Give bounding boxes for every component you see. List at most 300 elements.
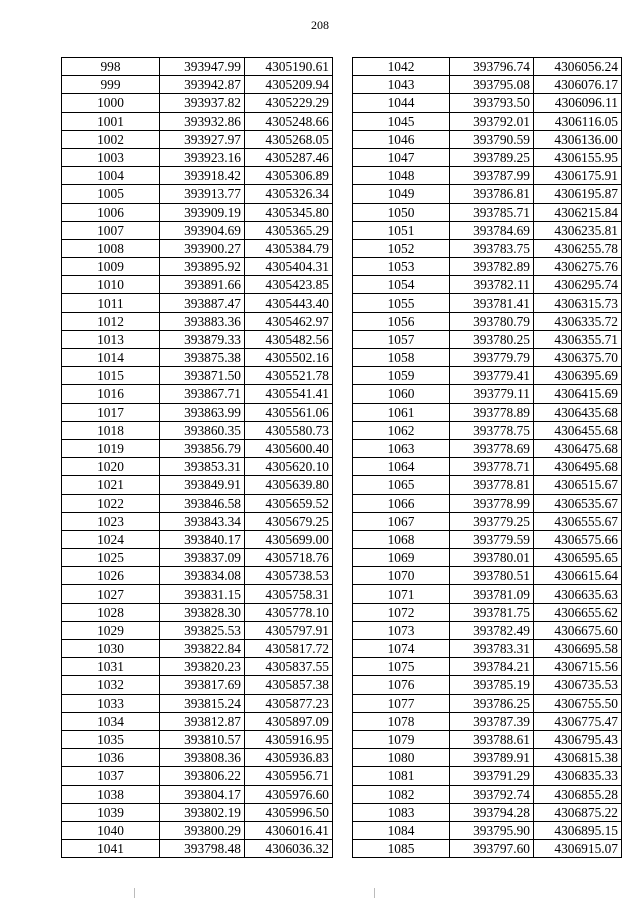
table-row [62,294,333,312]
point-number-cell: 1050 [353,203,450,221]
point-number-cell: 1042 [353,58,450,76]
x-coordinate-cell: 393786.81 [450,185,534,203]
table-row [353,694,622,712]
table-row [353,239,622,257]
y-coordinate-cell: 4306615.64 [534,567,622,585]
x-coordinate-cell: 393779.11 [450,385,534,403]
y-coordinate-cell: 4305365.29 [245,221,333,239]
x-coordinate-cell: 393786.25 [450,694,534,712]
table-row [62,239,333,257]
y-coordinate-cell: 4306875.22 [534,803,622,821]
table-row [62,712,333,730]
x-coordinate-cell: 393891.66 [160,276,245,294]
x-coordinate-cell: 393779.41 [450,367,534,385]
y-coordinate-cell: 4305502.16 [245,349,333,367]
table-row [62,112,333,130]
x-coordinate-cell: 393927.97 [160,130,245,148]
table-row [353,148,622,166]
x-coordinate-cell: 393794.28 [450,803,534,821]
table-row [62,58,333,76]
x-coordinate-cell: 393785.71 [450,203,534,221]
point-number-cell: 1077 [353,694,450,712]
y-coordinate-cell: 4305976.60 [245,785,333,803]
x-coordinate-cell: 393879.33 [160,330,245,348]
point-number-cell: 999 [62,76,160,94]
table-row [62,221,333,239]
y-coordinate-cell: 4305384.79 [245,239,333,257]
table-row [353,458,622,476]
point-number-cell: 1070 [353,567,450,585]
x-coordinate-cell: 393883.36 [160,312,245,330]
x-coordinate-cell: 393808.36 [160,749,245,767]
y-coordinate-cell: 4306635.63 [534,585,622,603]
table-row [353,712,622,730]
y-coordinate-cell: 4306235.81 [534,221,622,239]
table-row [353,58,622,76]
point-number-cell: 1049 [353,185,450,203]
y-coordinate-cell: 4306096.11 [534,94,622,112]
y-coordinate-cell: 4306435.68 [534,403,622,421]
point-number-cell: 1083 [353,803,450,821]
point-number-cell: 1072 [353,603,450,621]
table-row [353,840,622,858]
point-number-cell: 1047 [353,148,450,166]
table-row [62,94,333,112]
point-number-cell: 1039 [62,803,160,821]
x-coordinate-cell: 393782.49 [450,621,534,639]
point-number-cell: 1080 [353,749,450,767]
point-number-cell: 1029 [62,621,160,639]
table-row [62,567,333,585]
table-row [62,803,333,821]
y-coordinate-cell: 4306895.15 [534,821,622,839]
table-row [62,549,333,567]
point-number-cell: 1030 [62,640,160,658]
y-coordinate-cell: 4305268.05 [245,130,333,148]
table-row [62,603,333,621]
x-coordinate-cell: 393781.75 [450,603,534,621]
y-coordinate-cell: 4305443.40 [245,294,333,312]
y-coordinate-cell: 4306775.47 [534,712,622,730]
x-coordinate-cell: 393837.09 [160,549,245,567]
x-coordinate-cell: 393800.29 [160,821,245,839]
y-coordinate-cell: 4305916.95 [245,730,333,748]
point-number-cell: 1037 [62,767,160,785]
point-number-cell: 1010 [62,276,160,294]
y-coordinate-cell: 4306815.38 [534,749,622,767]
y-coordinate-cell: 4306595.65 [534,549,622,567]
table-row [62,148,333,166]
point-number-cell: 998 [62,58,160,76]
x-coordinate-cell: 393781.09 [450,585,534,603]
y-coordinate-cell: 4305718.76 [245,549,333,567]
x-coordinate-cell: 393778.89 [450,403,534,421]
point-number-cell: 1000 [62,94,160,112]
table-row [62,439,333,457]
y-coordinate-cell: 4305679.25 [245,512,333,530]
table-row [62,658,333,676]
x-coordinate-cell: 393782.89 [450,258,534,276]
table-row [62,840,333,858]
x-coordinate-cell: 393913.77 [160,185,245,203]
point-number-cell: 1059 [353,367,450,385]
x-coordinate-cell: 393860.35 [160,421,245,439]
y-coordinate-cell: 4305482.56 [245,330,333,348]
y-coordinate-cell: 4305423.85 [245,276,333,294]
y-coordinate-cell: 4306335.72 [534,312,622,330]
y-coordinate-cell: 4305797.91 [245,621,333,639]
table-row [353,367,622,385]
x-coordinate-cell: 393780.79 [450,312,534,330]
x-coordinate-cell: 393849.91 [160,476,245,494]
table-row [62,385,333,403]
y-coordinate-cell: 4306255.78 [534,239,622,257]
x-coordinate-cell: 393923.16 [160,148,245,166]
table-row [353,494,622,512]
coordinates-table-right [352,57,622,858]
x-coordinate-cell: 393793.50 [450,94,534,112]
table-row [62,458,333,476]
point-number-cell: 1076 [353,676,450,694]
table-row [62,76,333,94]
y-coordinate-cell: 4306195.87 [534,185,622,203]
x-coordinate-cell: 393795.90 [450,821,534,839]
x-coordinate-cell: 393797.60 [450,840,534,858]
x-coordinate-cell: 393871.50 [160,367,245,385]
table-row [353,439,622,457]
point-number-cell: 1001 [62,112,160,130]
x-coordinate-cell: 393784.69 [450,221,534,239]
y-coordinate-cell: 4305857.38 [245,676,333,694]
x-coordinate-cell: 393783.75 [450,239,534,257]
point-number-cell: 1040 [62,821,160,839]
point-number-cell: 1024 [62,530,160,548]
point-number-cell: 1027 [62,585,160,603]
x-coordinate-cell: 393782.11 [450,276,534,294]
table-row [353,130,622,148]
y-coordinate-cell: 4305600.40 [245,439,333,457]
point-number-cell: 1041 [62,840,160,858]
table-row [353,512,622,530]
table-row [353,530,622,548]
x-coordinate-cell: 393804.17 [160,785,245,803]
x-coordinate-cell: 393790.59 [450,130,534,148]
y-coordinate-cell: 4306375.70 [534,349,622,367]
point-number-cell: 1016 [62,385,160,403]
point-number-cell: 1009 [62,258,160,276]
x-coordinate-cell: 393887.47 [160,294,245,312]
point-number-cell: 1082 [353,785,450,803]
y-coordinate-cell: 4306355.71 [534,330,622,348]
x-coordinate-cell: 393825.53 [160,621,245,639]
table-row [353,421,622,439]
y-coordinate-cell: 4306275.76 [534,258,622,276]
y-coordinate-cell: 4305620.10 [245,458,333,476]
x-coordinate-cell: 393778.75 [450,421,534,439]
point-number-cell: 1066 [353,494,450,512]
point-number-cell: 1021 [62,476,160,494]
y-coordinate-cell: 4305758.31 [245,585,333,603]
y-coordinate-cell: 4306835.33 [534,767,622,785]
table-row [353,749,622,767]
point-number-cell: 1069 [353,549,450,567]
y-coordinate-cell: 4305326.34 [245,185,333,203]
point-number-cell: 1006 [62,203,160,221]
x-coordinate-cell: 393785.19 [450,676,534,694]
y-coordinate-cell: 4305936.83 [245,749,333,767]
table-row [353,676,622,694]
y-coordinate-cell: 4306415.69 [534,385,622,403]
y-coordinate-cell: 4306515.67 [534,476,622,494]
point-number-cell: 1078 [353,712,450,730]
table-row [62,512,333,530]
point-number-cell: 1014 [62,349,160,367]
y-coordinate-cell: 4306475.68 [534,439,622,457]
x-coordinate-cell: 393789.25 [450,148,534,166]
y-coordinate-cell: 4305561.06 [245,403,333,421]
y-coordinate-cell: 4306915.07 [534,840,622,858]
table-row [353,603,622,621]
point-number-cell: 1063 [353,439,450,457]
x-coordinate-cell: 393932.86 [160,112,245,130]
point-number-cell: 1004 [62,167,160,185]
y-coordinate-cell: 4305659.52 [245,494,333,512]
table-row [353,185,622,203]
x-coordinate-cell: 393817.69 [160,676,245,694]
y-coordinate-cell: 4305229.29 [245,94,333,112]
point-number-cell: 1023 [62,512,160,530]
point-number-cell: 1011 [62,294,160,312]
table-row [62,476,333,494]
y-coordinate-cell: 4306315.73 [534,294,622,312]
table-row [353,258,622,276]
table-row [62,730,333,748]
point-number-cell: 1053 [353,258,450,276]
y-coordinate-cell: 4305248.66 [245,112,333,130]
table-row [62,367,333,385]
table-row [62,767,333,785]
table-row [62,530,333,548]
point-number-cell: 1019 [62,439,160,457]
point-number-cell: 1043 [353,76,450,94]
y-coordinate-cell: 4305738.53 [245,567,333,585]
point-number-cell: 1026 [62,567,160,585]
table-row [353,785,622,803]
x-coordinate-cell: 393787.99 [450,167,534,185]
table-row [353,821,622,839]
y-coordinate-cell: 4306675.60 [534,621,622,639]
x-coordinate-cell: 393788.61 [450,730,534,748]
table-row [353,803,622,821]
table-row [62,349,333,367]
table-row [353,658,622,676]
table-row [353,767,622,785]
y-coordinate-cell: 4305699.00 [245,530,333,548]
y-coordinate-cell: 4305817.72 [245,640,333,658]
table-row [353,640,622,658]
table-row [353,567,622,585]
y-coordinate-cell: 4305877.23 [245,694,333,712]
x-coordinate-cell: 393942.87 [160,76,245,94]
table-row [62,403,333,421]
x-coordinate-cell: 393802.19 [160,803,245,821]
point-number-cell: 1034 [62,712,160,730]
point-number-cell: 1005 [62,185,160,203]
point-number-cell: 1025 [62,549,160,567]
y-coordinate-cell: 4305306.89 [245,167,333,185]
table-row [62,421,333,439]
x-coordinate-cell: 393820.23 [160,658,245,676]
x-coordinate-cell: 393810.57 [160,730,245,748]
point-number-cell: 1074 [353,640,450,658]
x-coordinate-cell: 393867.71 [160,385,245,403]
y-coordinate-cell: 4306116.05 [534,112,622,130]
point-number-cell: 1032 [62,676,160,694]
table-row [62,640,333,658]
page-number: 208 [311,18,329,32]
y-coordinate-cell: 4306715.56 [534,658,622,676]
x-coordinate-cell: 393783.31 [450,640,534,658]
y-coordinate-cell: 4306755.50 [534,694,622,712]
table-row [353,549,622,567]
y-coordinate-cell: 4305287.46 [245,148,333,166]
scan-artifact [134,888,135,898]
table-row [62,621,333,639]
point-number-cell: 1003 [62,148,160,166]
point-number-cell: 1068 [353,530,450,548]
table-row [353,167,622,185]
x-coordinate-cell: 393895.92 [160,258,245,276]
table-row [353,330,622,348]
point-number-cell: 1020 [62,458,160,476]
y-coordinate-cell: 4306136.00 [534,130,622,148]
x-coordinate-cell: 393795.08 [450,76,534,94]
y-coordinate-cell: 4306855.28 [534,785,622,803]
point-number-cell: 1079 [353,730,450,748]
y-coordinate-cell: 4305837.55 [245,658,333,676]
table-row [353,621,622,639]
x-coordinate-cell: 393875.38 [160,349,245,367]
y-coordinate-cell: 4305190.61 [245,58,333,76]
x-coordinate-cell: 393840.17 [160,530,245,548]
point-number-cell: 1045 [353,112,450,130]
x-coordinate-cell: 393792.74 [450,785,534,803]
y-coordinate-cell: 4305541.41 [245,385,333,403]
y-coordinate-cell: 4306795.43 [534,730,622,748]
y-coordinate-cell: 4306036.32 [245,840,333,858]
point-number-cell: 1075 [353,658,450,676]
point-number-cell: 1038 [62,785,160,803]
x-coordinate-cell: 393780.25 [450,330,534,348]
table-row [62,785,333,803]
x-coordinate-cell: 393789.91 [450,749,534,767]
y-coordinate-cell: 4305209.94 [245,76,333,94]
x-coordinate-cell: 393909.19 [160,203,245,221]
x-coordinate-cell: 393779.59 [450,530,534,548]
point-number-cell: 1036 [62,749,160,767]
scan-artifact [374,888,375,898]
table-row [62,258,333,276]
point-number-cell: 1065 [353,476,450,494]
y-coordinate-cell: 4306575.66 [534,530,622,548]
table-row [62,203,333,221]
x-coordinate-cell: 393792.01 [450,112,534,130]
table-row [62,276,333,294]
y-coordinate-cell: 4305897.09 [245,712,333,730]
y-coordinate-cell: 4306495.68 [534,458,622,476]
table-row [62,694,333,712]
point-number-cell: 1033 [62,694,160,712]
point-number-cell: 1008 [62,239,160,257]
x-coordinate-cell: 393798.48 [160,840,245,858]
table-row [353,349,622,367]
y-coordinate-cell: 4306555.67 [534,512,622,530]
x-coordinate-cell: 393780.01 [450,549,534,567]
x-coordinate-cell: 393815.24 [160,694,245,712]
x-coordinate-cell: 393787.39 [450,712,534,730]
y-coordinate-cell: 4306175.91 [534,167,622,185]
x-coordinate-cell: 393791.29 [450,767,534,785]
x-coordinate-cell: 393831.15 [160,585,245,603]
y-coordinate-cell: 4305580.73 [245,421,333,439]
y-coordinate-cell: 4306155.95 [534,148,622,166]
point-number-cell: 1067 [353,512,450,530]
point-number-cell: 1052 [353,239,450,257]
table-row [62,821,333,839]
x-coordinate-cell: 393779.25 [450,512,534,530]
point-number-cell: 1071 [353,585,450,603]
point-number-cell: 1028 [62,603,160,621]
y-coordinate-cell: 4306056.24 [534,58,622,76]
x-coordinate-cell: 393937.82 [160,94,245,112]
point-number-cell: 1022 [62,494,160,512]
y-coordinate-cell: 4306735.53 [534,676,622,694]
y-coordinate-cell: 4305956.71 [245,767,333,785]
point-number-cell: 1002 [62,130,160,148]
y-coordinate-cell: 4306076.17 [534,76,622,94]
x-coordinate-cell: 393779.79 [450,349,534,367]
point-number-cell: 1018 [62,421,160,439]
y-coordinate-cell: 4305639.80 [245,476,333,494]
table-row [62,676,333,694]
x-coordinate-cell: 393784.21 [450,658,534,676]
table-row [62,494,333,512]
x-coordinate-cell: 393778.81 [450,476,534,494]
point-number-cell: 1060 [353,385,450,403]
x-coordinate-cell: 393947.99 [160,58,245,76]
x-coordinate-cell: 393863.99 [160,403,245,421]
y-coordinate-cell: 4306295.74 [534,276,622,294]
point-number-cell: 1081 [353,767,450,785]
table-row [353,112,622,130]
table-row [62,130,333,148]
x-coordinate-cell: 393778.99 [450,494,534,512]
y-coordinate-cell: 4305404.31 [245,258,333,276]
y-coordinate-cell: 4306455.68 [534,421,622,439]
table-row [353,294,622,312]
point-number-cell: 1057 [353,330,450,348]
table-row [353,276,622,294]
y-coordinate-cell: 4306535.67 [534,494,622,512]
point-number-cell: 1085 [353,840,450,858]
point-number-cell: 1058 [353,349,450,367]
table-row [353,94,622,112]
x-coordinate-cell: 393781.41 [450,294,534,312]
table-row [353,312,622,330]
point-number-cell: 1044 [353,94,450,112]
point-number-cell: 1007 [62,221,160,239]
y-coordinate-cell: 4305345.80 [245,203,333,221]
